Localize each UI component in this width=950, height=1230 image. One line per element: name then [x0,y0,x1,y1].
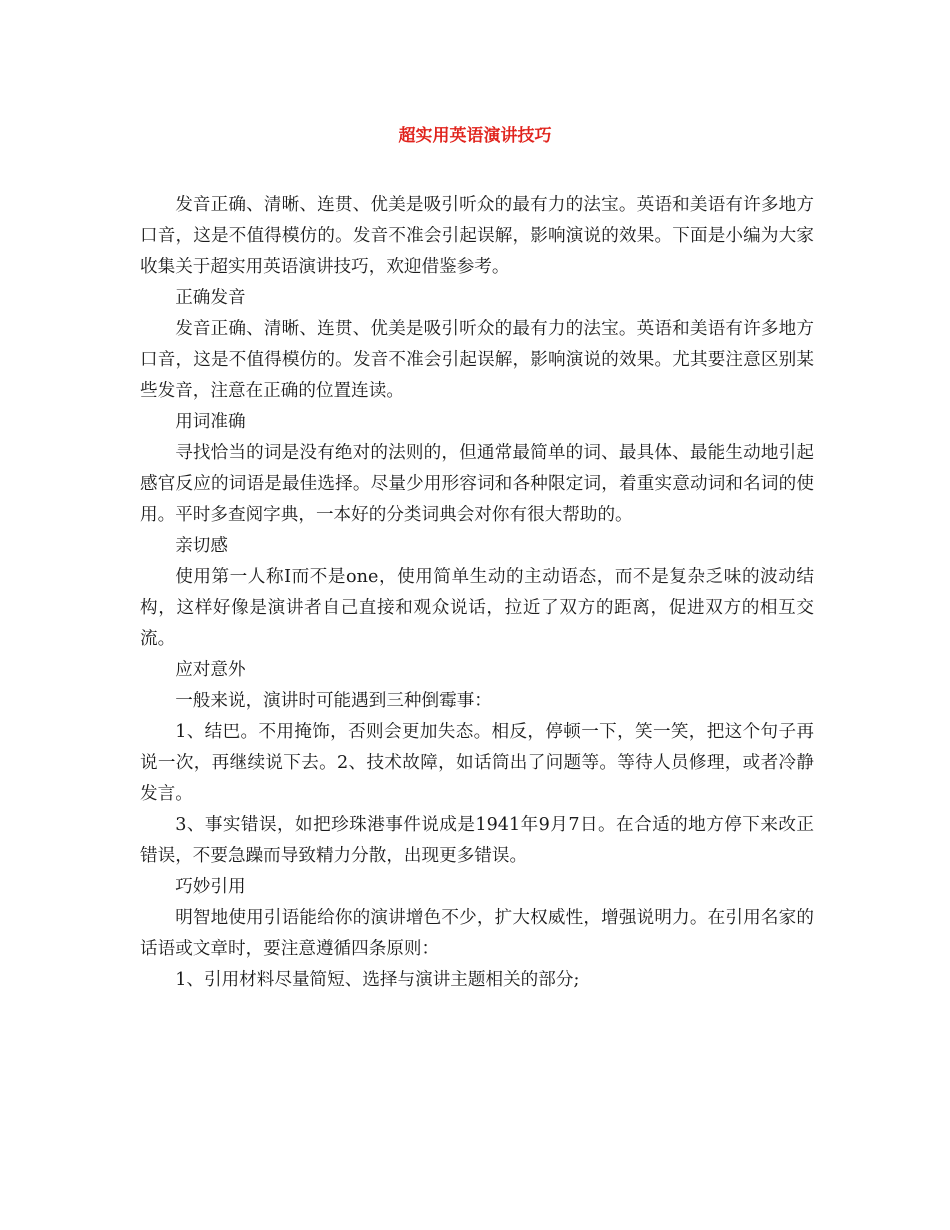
document-title: 超实用英语演讲技巧 [398,126,552,146]
quotation-paragraph: 明智地使用引语能给你的演讲增色不少，扩大权威性，增强说明力。在引用名家的话语或文章时，要注意遵循四条原则： [140,908,814,959]
intimacy-paragraph: 使用第一人称I而不是one，使用简单生动的主动语态，而不是复杂乏味的波动结构，这样好像是演讲者自己直接和观众说话，拉近了双方的距离，促进双方的相互交流。 [140,567,814,649]
accidents-intro-paragraph: 一般来说，演讲时可能遇到三种倒霉事： [175,691,492,711]
section-heading-pronunciation: 正确发音 [175,288,246,308]
section-heading-quotation: 巧妙引用 [175,877,246,897]
section-heading-accidents: 应对意外 [175,660,246,680]
accidents-item-1-paragraph: 1、结巴。不用掩饰，否则会更加失态。相反，停顿一下，笑一笑，把这个句子再说一次，再继续说下去。2、技术故障，如话筒出了问题等。等待人员修理，或者冷静发言。 [140,722,814,804]
intro-paragraph: 发音正确、清晰、连贯、优美是吸引听众的最有力的法宝。英语和美语有许多地方口音，这是不值得模仿的。发音不准会引起误解，影响演说的效果。下面是小编为大家收集关于超实用英语演讲技巧，欢迎借鉴参考。 [140,195,814,277]
document-body [140,190,814,996]
pronunciation-paragraph: 发音正确、清晰、连贯、优美是吸引听众的最有力的法宝。英语和美语有许多地方口音，这是不值得模仿的。发音不准会引起误解，影响演说的效果。尤其要注意区别某些发音，注意在正确的位置连读。 [140,319,814,401]
accidents-item-3-paragraph: 3、事实错误，如把珍珠港事件说成是1941年9月7日。在合适的地方停下来改正错误，不要急躁而导致精力分散，出现更多错误。 [140,815,814,866]
section-heading-word-choice: 用词准确 [175,412,246,432]
quotation-rule-1-paragraph: 1、引用材料尽量简短、选择与演讲主题相关的部分; [175,970,580,990]
word-choice-paragraph: 寻找恰当的词是没有绝对的法则的，但通常最简单的词、最具体、最能生动地引起感官反应的词语是最佳选择。尽量少用形容词和各种限定词，着重实意动词和名词的使用。平时多查阅字典，一本好的分类词典会对你有很大帮助的。 [140,443,814,525]
section-heading-intimacy: 亲切感 [175,536,228,556]
